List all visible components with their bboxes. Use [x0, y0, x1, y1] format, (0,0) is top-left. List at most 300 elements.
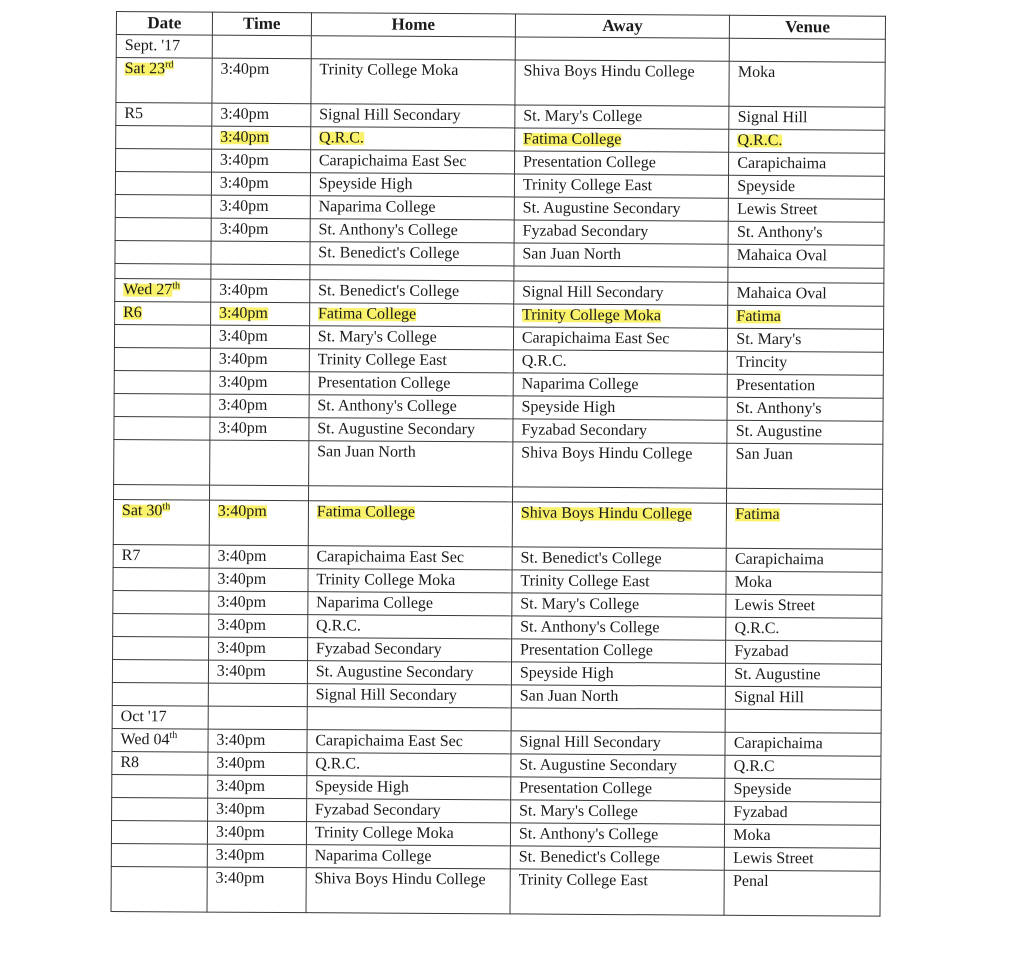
- home-text: Q.R.C.: [315, 755, 361, 773]
- table-row: [114, 439, 883, 489]
- time-text: 3:40pm: [216, 731, 266, 749]
- away-cell: [515, 105, 730, 129]
- away-text: St. Benedict's College: [520, 549, 662, 568]
- venue-cell: [725, 755, 881, 779]
- venue-text: Carapichaima: [737, 154, 827, 173]
- date-cell: [116, 35, 212, 59]
- date-cell: [112, 774, 208, 798]
- away-text: Fyzabad Secondary: [521, 421, 648, 440]
- home-cell: [311, 104, 515, 128]
- away-cell: [514, 220, 729, 244]
- home-cell: [308, 441, 512, 487]
- table-row: [113, 499, 882, 549]
- time-text: 3:40pm: [218, 419, 268, 437]
- venue-cell: [728, 282, 884, 306]
- away-cell: [511, 708, 726, 732]
- home-text: Trinity College East: [317, 351, 447, 370]
- time-cell: [207, 798, 306, 822]
- away-text: St. Mary's College: [518, 802, 638, 821]
- home-text: St. Anthony's College: [318, 221, 458, 240]
- away-cell: [511, 685, 726, 709]
- venue-cell: [727, 397, 883, 421]
- time-text: 3:40pm: [220, 60, 270, 78]
- time-cell: [209, 545, 308, 569]
- venue-cell: [727, 443, 883, 489]
- home-text: Naparima College: [316, 594, 434, 612]
- home-cell: [308, 569, 512, 593]
- time-text: 3:40pm: [215, 869, 265, 887]
- venue-cell: [728, 351, 884, 375]
- time-text: 3:40pm: [215, 823, 265, 841]
- home-cell: [306, 799, 510, 823]
- venue-cell: [728, 221, 884, 245]
- header-home: Home: [311, 13, 515, 37]
- venue-text: Lewis Street: [737, 200, 818, 219]
- away-cell: [511, 639, 726, 663]
- time-cell: [207, 821, 306, 845]
- venue-text: Fatima: [736, 307, 781, 326]
- away-text: Fyzabad Secondary: [522, 222, 649, 241]
- venue-cell: [726, 640, 882, 664]
- home-cell: [307, 638, 511, 662]
- venue-cell: [729, 175, 885, 199]
- away-text: Signal Hill Secondary: [522, 283, 664, 302]
- venue-cell: [729, 198, 885, 222]
- venue-cell: [725, 732, 881, 756]
- date-ordinal-suffix: th: [162, 500, 171, 513]
- home-text: Carapichaima East Sec: [318, 152, 467, 171]
- time-cell: [208, 683, 307, 707]
- time-text: 3:40pm: [220, 128, 270, 146]
- time-text: 3:40pm: [216, 754, 266, 772]
- home-cell: [310, 150, 514, 174]
- time-text: 3:40pm: [218, 327, 268, 345]
- date-cell: [111, 820, 207, 844]
- away-cell: [513, 419, 728, 443]
- time-text: 3:40pm: [215, 800, 265, 818]
- date-cell: [112, 705, 208, 729]
- home-text: Naparima College: [314, 847, 432, 865]
- venue-text: Speyside: [733, 780, 792, 799]
- home-cell: [307, 707, 511, 731]
- home-cell: [310, 265, 514, 281]
- away-cell: [510, 823, 725, 847]
- away-text: Presentation College: [519, 779, 653, 798]
- away-cell: [514, 151, 729, 175]
- time-text: 3:40pm: [216, 639, 266, 657]
- away-cell: [511, 754, 726, 778]
- date-ordinal-suffix: th: [172, 280, 181, 292]
- fixture-body: [111, 35, 885, 917]
- date-cell: [113, 567, 209, 591]
- venue-cell: [728, 267, 884, 283]
- time-cell: [209, 500, 308, 546]
- venue-text: St. Anthony's: [736, 223, 823, 242]
- away-text: St. Mary's College: [520, 595, 640, 614]
- home-cell: [308, 592, 512, 616]
- away-cell: [511, 731, 726, 755]
- home-text: Trinity College Moka: [316, 571, 456, 590]
- time-text: 3:40pm: [217, 547, 267, 565]
- venue-text: St. Augustine: [735, 422, 823, 441]
- date-text: Wed 27: [123, 281, 173, 299]
- home-text: St. Anthony's College: [317, 397, 457, 416]
- home-cell: [307, 684, 511, 708]
- home-text: St. Augustine Secondary: [317, 420, 476, 439]
- table-row: [111, 866, 880, 916]
- away-text: Trinity College East: [520, 572, 650, 591]
- time-cell: [209, 485, 308, 501]
- time-cell: [211, 172, 310, 196]
- away-cell: [512, 616, 727, 640]
- venue-cell: [729, 129, 885, 153]
- home-text: Q.R.C.: [316, 617, 362, 635]
- away-text: Carapichaima East Sec: [521, 329, 670, 348]
- venue-text: Fatima: [735, 505, 780, 524]
- away-cell: [510, 800, 725, 824]
- home-cell: [307, 615, 511, 639]
- away-cell: [515, 128, 730, 152]
- away-text: Trinity College East: [522, 176, 653, 195]
- venue-cell: [726, 686, 882, 710]
- date-cell: [112, 682, 208, 706]
- away-cell: [513, 396, 728, 420]
- venue-text: Moka: [734, 573, 773, 592]
- time-cell: [208, 660, 307, 684]
- home-text: Signal Hill Secondary: [315, 686, 458, 705]
- time-cell: [211, 264, 310, 280]
- time-cell: [208, 706, 307, 730]
- away-text: Trinity College Moka: [522, 306, 662, 325]
- date-text: R8: [120, 754, 140, 772]
- home-cell: [306, 845, 510, 869]
- time-text: 3:40pm: [218, 350, 268, 368]
- date-cell: [114, 393, 210, 417]
- away-text: Speyside High: [521, 398, 616, 417]
- venue-text: Trincity: [736, 353, 788, 372]
- away-cell: [515, 60, 730, 106]
- date-text: Oct '17: [120, 708, 167, 726]
- date-cell: [112, 728, 208, 752]
- home-text: St. Mary's College: [317, 328, 437, 346]
- venue-cell: [727, 503, 883, 549]
- home-cell: [307, 776, 511, 800]
- fixture-table: [110, 11, 885, 917]
- date-text: R6: [123, 304, 142, 322]
- date-text: Sept. '17: [124, 37, 181, 55]
- home-cell: [308, 546, 512, 570]
- time-cell: [209, 440, 308, 486]
- venue-text: Mahaica Oval: [736, 284, 827, 303]
- time-cell: [210, 371, 309, 395]
- home-text: Carapichaima East Sec: [315, 732, 463, 751]
- home-text: Fyzabad Secondary: [315, 640, 442, 659]
- time-text: 3:40pm: [218, 373, 268, 391]
- date-text: Sat 23: [124, 60, 166, 78]
- time-cell: [211, 241, 310, 265]
- home-text: St. Benedict's College: [318, 282, 460, 301]
- time-text: 3:40pm: [217, 616, 267, 634]
- venue-text: San Juan: [735, 445, 793, 464]
- away-cell: [513, 373, 728, 397]
- date-cell: [111, 843, 207, 867]
- venue-text: Mahaica Oval: [736, 246, 828, 265]
- away-cell: [513, 304, 728, 328]
- home-text: Q.R.C.: [318, 129, 364, 147]
- venue-cell: [729, 106, 885, 130]
- time-text: 3:40pm: [216, 777, 266, 795]
- table-row: [116, 58, 885, 108]
- home-cell: [307, 730, 511, 754]
- date-cell: [114, 324, 210, 348]
- time-cell: [210, 302, 309, 326]
- home-cell: [310, 173, 514, 197]
- date-cell: [113, 544, 209, 568]
- venue-cell: [725, 801, 881, 825]
- date-cell: [116, 149, 212, 173]
- away-text: Naparima College: [521, 375, 639, 394]
- venue-text: Moka: [737, 63, 776, 82]
- home-text: Trinity College Moka: [314, 824, 454, 843]
- home-cell: [310, 219, 514, 243]
- date-cell: [114, 347, 210, 371]
- venue-text: St. Augustine: [734, 665, 821, 684]
- venue-text: St. Anthony's: [735, 399, 822, 418]
- time-text: 3:40pm: [217, 570, 267, 588]
- time-cell: [209, 568, 308, 592]
- home-text: San Juan North: [317, 443, 416, 461]
- venue-text: Penal: [732, 872, 769, 891]
- venue-cell: [728, 244, 884, 268]
- home-cell: [311, 59, 515, 105]
- date-cell: [113, 590, 209, 614]
- home-cell: [309, 372, 513, 396]
- away-cell: [515, 37, 730, 61]
- venue-text: Carapichaima: [733, 734, 823, 753]
- venue-text: Speyside: [737, 177, 796, 196]
- time-text: 3:40pm: [217, 502, 267, 520]
- home-text: Presentation College: [317, 374, 451, 393]
- home-cell: [309, 395, 513, 419]
- venue-cell: [727, 488, 883, 504]
- away-text: Shiva Boys Hindu College: [523, 62, 695, 81]
- away-text: Trinity College East: [518, 871, 648, 890]
- away-cell: [510, 869, 725, 915]
- home-text: Speyside High: [318, 175, 413, 193]
- date-cell: [115, 172, 211, 196]
- venue-cell: [726, 617, 882, 641]
- time-cell: [212, 58, 311, 104]
- time-text: 3:40pm: [218, 304, 268, 322]
- away-text: Q.R.C.: [521, 352, 567, 370]
- home-cell: [307, 753, 511, 777]
- away-cell: [513, 442, 728, 488]
- time-cell: [210, 348, 309, 372]
- home-text: St. Benedict's College: [318, 244, 460, 263]
- away-text: St. Augustine Secondary: [522, 199, 681, 218]
- date-cell: [111, 866, 207, 912]
- date-cell: [112, 659, 208, 683]
- home-cell: [309, 418, 513, 442]
- home-cell: [309, 349, 513, 373]
- venue-cell: [725, 824, 881, 848]
- home-text: Fyzabad Secondary: [314, 801, 441, 819]
- time-cell: [212, 35, 311, 59]
- date-cell: [115, 217, 211, 241]
- time-cell: [211, 195, 310, 219]
- date-text: R7: [121, 547, 141, 565]
- away-cell: [514, 197, 729, 221]
- away-text: St. Benedict's College: [518, 848, 660, 867]
- home-cell: [306, 822, 510, 846]
- time-text: 3:40pm: [218, 396, 268, 414]
- home-text: Shiva Boys Hindu College: [314, 870, 486, 889]
- home-text: Signal Hill Secondary: [319, 106, 461, 125]
- away-text: St. Mary's College: [523, 107, 643, 126]
- away-text: Presentation College: [522, 153, 656, 172]
- date-cell: [114, 439, 210, 485]
- away-cell: [511, 662, 726, 686]
- away-cell: [511, 777, 726, 801]
- time-cell: [210, 325, 309, 349]
- fixture-sheet: [110, 11, 886, 946]
- venue-cell: [726, 548, 882, 572]
- time-cell: [209, 614, 308, 638]
- away-text: San Juan North: [519, 687, 619, 706]
- time-text: 3:40pm: [219, 197, 269, 215]
- header-away: Away: [515, 14, 730, 38]
- venue-cell: [724, 870, 880, 916]
- home-text: Carapichaima East Sec: [316, 548, 465, 567]
- date-text: Sat 30: [121, 502, 163, 520]
- time-cell: [211, 279, 310, 303]
- home-cell: [309, 303, 513, 327]
- venue-cell: [729, 61, 885, 107]
- time-cell: [209, 591, 308, 615]
- time-text: 3:40pm: [219, 220, 269, 238]
- away-cell: [512, 487, 726, 503]
- away-text: Shiva Boys Hindu College: [520, 504, 693, 523]
- venue-text: Lewis Street: [734, 596, 816, 615]
- away-cell: [514, 243, 729, 267]
- away-cell: [513, 327, 728, 351]
- away-cell: [512, 593, 727, 617]
- venue-text: Q.R.C.: [737, 131, 783, 150]
- home-text: Naparima College: [318, 198, 436, 216]
- time-cell: [208, 729, 307, 753]
- home-text: Fatima College: [317, 305, 417, 323]
- home-cell: [308, 501, 512, 547]
- home-text: St. Augustine Secondary: [315, 663, 474, 682]
- away-text: Speyside High: [519, 664, 614, 683]
- date-cell: [112, 751, 208, 775]
- date-cell: [113, 613, 209, 637]
- venue-text: Q.R.C.: [734, 619, 780, 638]
- venue-text: Signal Hill: [737, 108, 808, 127]
- venue-text: Carapichaima: [734, 550, 824, 569]
- date-cell: [112, 797, 208, 821]
- away-text: Presentation College: [519, 641, 653, 660]
- time-cell: [210, 394, 309, 418]
- time-text: 3:40pm: [217, 593, 267, 611]
- venue-text: St. Mary's: [736, 330, 802, 349]
- venue-text: Lewis Street: [733, 849, 814, 868]
- time-cell: [208, 637, 307, 661]
- venue-text: Q.R.C: [733, 757, 775, 776]
- date-cell: [115, 301, 211, 325]
- header-date: Date: [116, 12, 212, 36]
- time-cell: [212, 126, 311, 150]
- away-text: San Juan North: [522, 245, 622, 264]
- time-cell: [207, 867, 306, 913]
- date-cell: [115, 194, 211, 218]
- time-text: 3:40pm: [219, 281, 269, 299]
- date-cell: [114, 416, 210, 440]
- time-text: 3:40pm: [215, 846, 265, 864]
- date-cell: [114, 370, 210, 394]
- home-cell: [311, 36, 515, 60]
- time-cell: [208, 775, 307, 799]
- date-cell: [115, 278, 211, 302]
- venue-text: Signal Hill: [734, 688, 804, 707]
- home-cell: [308, 486, 512, 502]
- date-cell: [116, 126, 212, 150]
- venue-text: Presentation: [735, 376, 816, 395]
- away-text: St. Anthony's College: [520, 618, 660, 637]
- venue-cell: [730, 38, 886, 62]
- time-cell: [210, 417, 309, 441]
- date-cell: [115, 263, 211, 279]
- away-cell: [514, 281, 729, 305]
- time-text: 3:40pm: [219, 151, 269, 169]
- venue-cell: [728, 328, 884, 352]
- away-text: Signal Hill Secondary: [519, 733, 661, 752]
- away-cell: [513, 350, 728, 374]
- home-cell: [310, 127, 514, 151]
- away-cell: [512, 502, 727, 548]
- venue-text: Moka: [733, 826, 771, 845]
- date-ordinal-suffix: rd: [165, 58, 174, 71]
- away-text: St. Augustine Secondary: [519, 756, 678, 775]
- time-cell: [211, 218, 310, 242]
- home-cell: [310, 242, 514, 266]
- away-text: St. Anthony's College: [518, 825, 659, 844]
- home-cell: [310, 280, 514, 304]
- date-cell: [116, 58, 212, 104]
- time-cell: [212, 103, 311, 127]
- venue-text: Fyzabad: [734, 642, 789, 661]
- home-text: Speyside High: [315, 778, 409, 796]
- venue-cell: [725, 778, 881, 802]
- date-cell: [114, 484, 210, 500]
- away-text: Fatima College: [523, 130, 622, 149]
- away-cell: [510, 846, 725, 870]
- home-cell: [307, 661, 511, 685]
- away-cell: [514, 174, 729, 198]
- header-time: Time: [212, 12, 311, 36]
- date-cell: [115, 240, 211, 264]
- time-cell: [207, 844, 306, 868]
- away-cell: [512, 570, 727, 594]
- away-cell: [514, 266, 728, 282]
- venue-cell: [725, 847, 881, 871]
- time-text: 3:40pm: [219, 174, 269, 192]
- venue-cell: [729, 152, 885, 176]
- date-cell: [113, 499, 209, 545]
- venue-cell: [726, 663, 882, 687]
- date-cell: [116, 103, 212, 127]
- date-text: Wed 04: [120, 731, 170, 749]
